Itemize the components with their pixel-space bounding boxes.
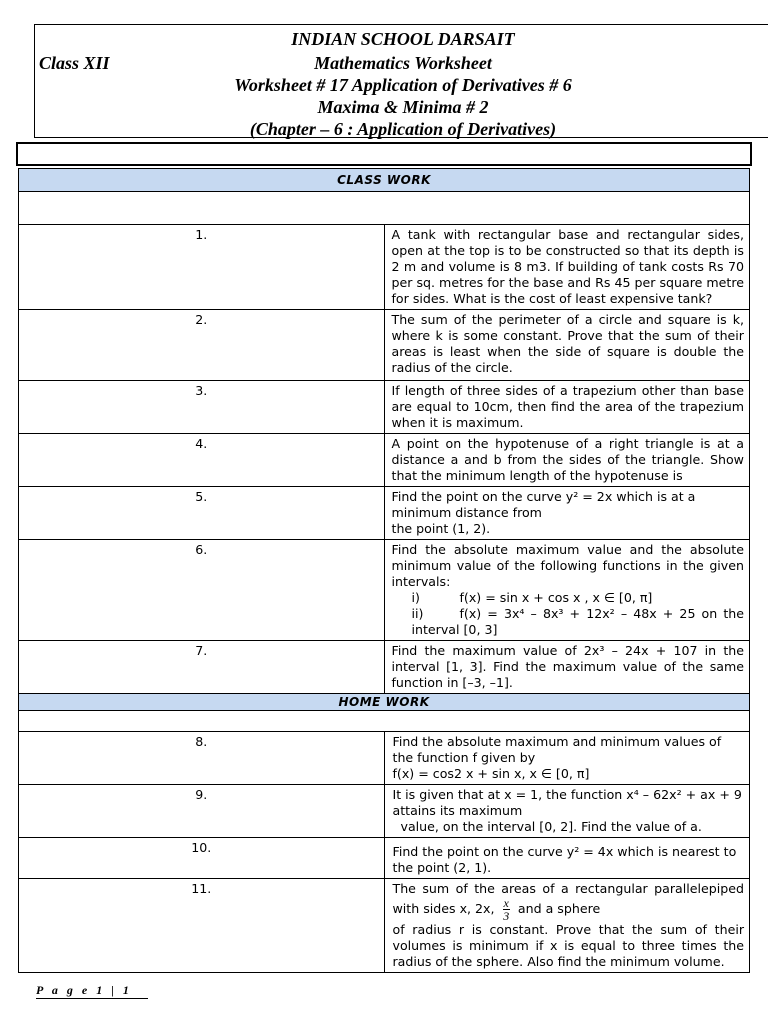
class-work-heading-row (19, 169, 750, 192)
school-name: INDIAN SCHOOL DARSAIT (291, 29, 515, 49)
chapter-title: (Chapter – 6 : Application of Derivatives) (249, 119, 557, 139)
question-number: 1. (19, 225, 385, 310)
question-row-5 (19, 487, 750, 540)
page-number: P a g e 1 | 1 (36, 983, 132, 997)
class-label: Class XII (39, 53, 110, 73)
question-text: If length of three sides of a trapezium other than base are equal to 10cm, then find the area of the trapezium when it is maximum. (384, 381, 750, 434)
question-number: 10. (19, 838, 385, 879)
question-part: and a sphere (517, 901, 601, 916)
sub-question (392, 590, 745, 606)
question-number: 4. (19, 434, 385, 487)
worksheet-header (34, 24, 768, 138)
home-work-heading: HOME WORK (19, 694, 750, 711)
subject-title: Mathematics Worksheet (314, 53, 492, 73)
topic-title: Maxima & Minima # 2 (317, 97, 489, 117)
question-line: Find the point on the curve y² = 2x which is at a minimum distance from (391, 489, 696, 520)
question-row-8 (19, 732, 750, 785)
question-line: the point (1, 2). (391, 521, 491, 536)
question-line: of radius r is constant. Prove that the sum of their volumes is minimum if x is equal to three times the radius of the sphere. Also find the minimum volume. (392, 922, 744, 969)
question-number: 5. (19, 487, 385, 540)
worksheet-title: Worksheet # 17 Application of Derivatives # 6 (234, 75, 572, 95)
question-text (384, 879, 750, 973)
sub-question (392, 606, 745, 638)
question-text (384, 785, 750, 838)
question-number: 11. (19, 879, 385, 973)
question-line: Find the absolute maximum and minimum values of the function f given by (392, 734, 722, 765)
sub-question-text: f(x) = sin x + cos x , x ∈ [0, π] (459, 590, 653, 605)
class-work-heading: CLASS WORK (19, 169, 750, 192)
question-row-10 (19, 838, 750, 879)
question-text: Find the maximum value of 2x³ – 24x + 107 in the interval [1, 3]. Find the maximum value of the same function in [–3, –1]. (384, 641, 750, 694)
sub-question-text: f(x) = 3x⁴ – 8x³ + 12x² – 48x + 25 on the interval [0, 3] (411, 606, 744, 637)
fraction-numerator: x (503, 896, 509, 910)
blank-name-box (16, 142, 752, 166)
spacer-row (19, 711, 750, 732)
question-line: f(x) = cos2 x + sin x, x ∈ [0, π] (392, 766, 590, 781)
question-row-2 (19, 310, 750, 381)
question-text: A point on the hypotenuse of a right triangle is at a distance a and b from the sides of the triangle. Show that the minimum length of the hypotenuse is (384, 434, 750, 487)
fraction-denominator: 3 (503, 909, 510, 923)
footer-rule (36, 998, 148, 999)
worksheet-table (18, 168, 750, 973)
question-row-3 (19, 381, 750, 434)
question-line: It is given that at x = 1, the function x⁴ – 62x² + ax + 9 attains its maximum (392, 787, 742, 818)
question-row-9 (19, 785, 750, 838)
question-row-11 (19, 879, 750, 973)
spacer-row (19, 192, 750, 225)
fraction (503, 897, 510, 922)
question-row-1 (19, 225, 750, 310)
sub-question-label: ii) (411, 606, 424, 621)
question-number: 3. (19, 381, 385, 434)
question-number: 6. (19, 540, 385, 641)
question-number: 2. (19, 310, 385, 381)
question-text: Find the point on the curve y² = 4x which is nearest to the point (2, 1). (384, 838, 750, 879)
question-text: The sum of the perimeter of a circle and square is k, where k is some constant. Prove that the sum of their areas is least when the side of square is double the radius of the circle. (384, 310, 750, 381)
question-row-7 (19, 641, 750, 694)
question-number: 7. (19, 641, 385, 694)
question-intro: Find the absolute maximum value and the absolute minimum value of the following functions in the given intervals: (391, 542, 744, 589)
home-work-heading-row (19, 694, 750, 711)
question-number: 8. (19, 732, 385, 785)
question-text (384, 540, 750, 641)
question-part: The sum of the areas of a rectangular parallelepiped with sides x, 2x, (392, 881, 744, 916)
question-row-6 (19, 540, 750, 641)
question-row-4 (19, 434, 750, 487)
question-text (384, 732, 750, 785)
question-text (384, 487, 750, 540)
question-text: A tank with rectangular base and rectangular sides, open at the top is to be constructed so that its depth is 2 m and volume is 8 m3. If building of tank costs Rs 70 per sq. metres for the base and Rs 45 per square metre for sides. What is the cost of least expensive tank? (384, 225, 750, 310)
question-number: 9. (19, 785, 385, 838)
question-line: value, on the interval [0, 2]. Find the value of a. (400, 819, 702, 834)
sub-question-label: i) (411, 590, 420, 605)
